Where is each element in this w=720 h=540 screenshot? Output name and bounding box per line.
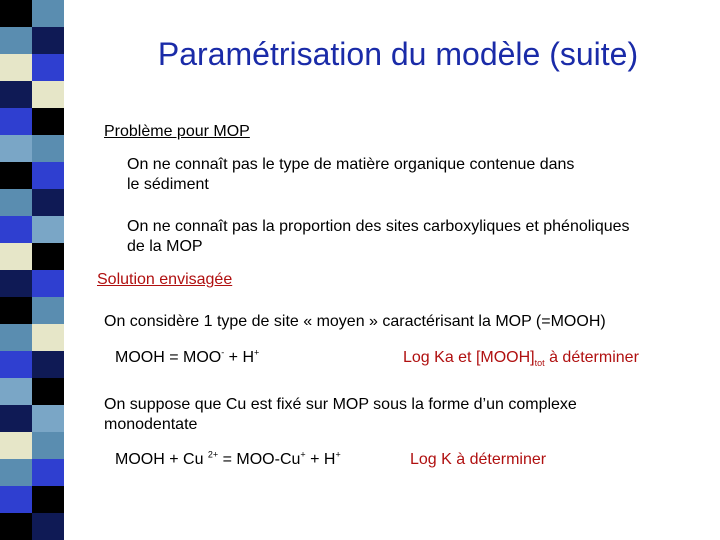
equation-1-note-sub: tot: [534, 358, 545, 369]
strip-block: [0, 81, 32, 108]
equation-2-part-c: + H: [305, 451, 336, 468]
strip-block: [32, 0, 64, 27]
solution-intro: On considère 1 type de site « moyen » caractérisant la MOP (=MOOH): [104, 313, 606, 330]
strip-block: [0, 351, 32, 378]
strip-block: [0, 405, 32, 432]
strip-block: [32, 297, 64, 324]
strip-block: [32, 405, 64, 432]
problem-line-1a: On ne connaît pas le type de matière organique contenue dans: [127, 156, 575, 173]
section-heading-solution: Solution envisagée: [97, 271, 233, 288]
strip-block: [32, 216, 64, 243]
strip-block: [32, 378, 64, 405]
equation-2-charge-2plus: 2+: [207, 449, 219, 460]
strip-block: [32, 432, 64, 459]
strip-block: [0, 513, 32, 540]
equation-2: [115, 450, 341, 470]
strip-block: [0, 135, 32, 162]
problem-line-1b: le sédiment: [127, 176, 209, 193]
equation-2-part-a: MOOH + Cu: [115, 451, 208, 468]
strip-block: [0, 378, 32, 405]
strip-block: [32, 486, 64, 513]
strip-block: [0, 216, 32, 243]
strip-block: [0, 459, 32, 486]
strip-block: [32, 81, 64, 108]
equation-1-left: MOOH = MOO: [115, 349, 222, 366]
slide-title: Paramétrisation du modèle (suite): [157, 36, 639, 72]
strip-block: [0, 108, 32, 135]
equation-2-note: Log K à déterminer: [410, 451, 547, 468]
hypothesis-line-a: On suppose que Cu est fixé sur MOP sous la forme d’un complexe: [104, 396, 577, 413]
strip-block: [0, 297, 32, 324]
strip-block: [32, 351, 64, 378]
strip-block: [32, 243, 64, 270]
decorative-strip: [0, 0, 64, 540]
strip-block: [0, 486, 32, 513]
strip-block: [32, 189, 64, 216]
problem-line-2a: On ne connaît pas la proportion des sites carboxyliques et phénoliques: [127, 218, 630, 235]
strip-block: [0, 243, 32, 270]
strip-block: [0, 189, 32, 216]
equation-1-note: [403, 348, 639, 368]
strip-block: [32, 513, 64, 540]
equation-1-charge-minus: -: [221, 347, 225, 358]
equation-1-right: + H: [224, 349, 255, 366]
equation-1-charge-plus: +: [254, 347, 260, 358]
equation-1-note-a: Log Ka et [MOOH]: [403, 349, 535, 366]
equation-1: [115, 348, 259, 368]
strip-block: [32, 459, 64, 486]
strip-block: [0, 432, 32, 459]
strip-block: [0, 270, 32, 297]
strip-block: [32, 108, 64, 135]
strip-block: [0, 324, 32, 351]
strip-block: [32, 135, 64, 162]
strip-block: [32, 162, 64, 189]
strip-block: [0, 162, 32, 189]
hypothesis-line-b: monodentate: [104, 416, 198, 433]
equation-2-charge-plus-1: +: [300, 449, 306, 460]
strip-block: [32, 270, 64, 297]
equation-2-charge-plus-2: +: [335, 449, 341, 460]
strip-block: [32, 324, 64, 351]
equation-1-note-b: à déterminer: [544, 349, 639, 366]
equation-2-part-b: = MOO-Cu: [218, 451, 301, 468]
section-heading-problem: Problème pour MOP: [104, 123, 250, 140]
strip-block: [0, 0, 32, 27]
problem-line-2b: de la MOP: [127, 238, 203, 255]
